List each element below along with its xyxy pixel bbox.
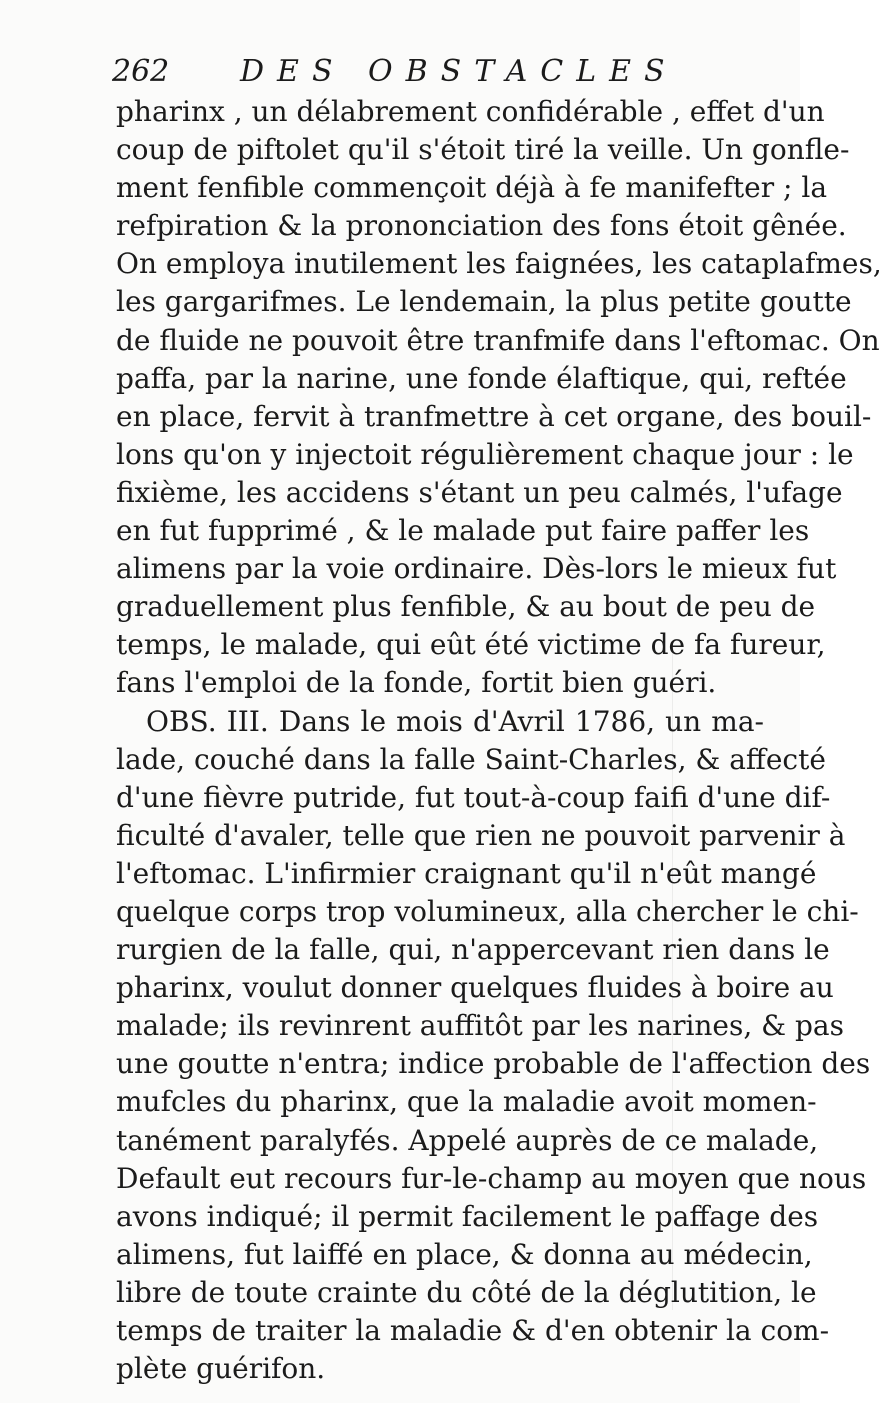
text-line: une goutte n'entra; indice probable de l'affection des (116, 1047, 871, 1081)
text-line: alimens par la voie ordinaire. Dès-lors le mieux fut (116, 552, 837, 586)
text-line: tanément paralyfés. Appelé auprès de ce malade, (116, 1123, 819, 1157)
text-line: mufcles du pharinx, que la maladie avoit momen- (116, 1085, 817, 1119)
text-line: Default eut recours fur-le-champ au moyen que nous (116, 1161, 867, 1195)
text-line: graduellement plus fenfible, & au bout de peu de (116, 590, 816, 624)
running-head: DES OBSTACLES (240, 54, 678, 89)
text-line: l'eftomac. L'infirmier craignant qu'il n'eût mangé (116, 856, 817, 890)
text-line: pharinx, voulut donner quelques fluides à boire au (116, 971, 834, 1005)
text-line: ment fenfible commençoit déjà à fe manifefter ; la (116, 171, 828, 205)
text-line: avons indiqué; il permit facilement le paffage des (116, 1199, 819, 1233)
text-line: refpiration & la prononciation des fons étoit gênée. (116, 209, 847, 243)
text-line: libre de toute crainte du côté de la déglutition, le (116, 1275, 817, 1309)
text-line: quelque corps trop volumineux, alla chercher le chi- (116, 894, 859, 928)
text-line: pharinx , un délabrement confidérable , effet d'un (116, 95, 825, 128)
body-text (116, 93, 882, 1388)
text-line: les gargarifmes. Le lendemain, la plus petite goutte (116, 285, 852, 319)
page-header (112, 52, 692, 92)
text-line: malade; ils revinrent auffitôt par les narines, & pas (116, 1009, 844, 1043)
text-line: d'une fièvre putride, fut tout-à-coup faifi d'une dif- (116, 780, 831, 814)
text-line: en place, fervit à tranfmettre à cet organe, des bouil- (116, 399, 872, 433)
text-line: On employa inutilement les faignées, les cataplafmes, (116, 247, 882, 281)
text-line: rurgien de la falle, qui, n'appercevant rien dans le (116, 933, 830, 967)
text-line: temps de traiter la maladie & d'en obtenir la com- (116, 1314, 830, 1347)
text-line: lons qu'on y injectoit régulièrement chaque jour : le (116, 437, 854, 471)
text-line: fans l'emploi de la fonde, fortit bien guéri. (116, 666, 717, 700)
text-line: temps, le malade, qui eût été victime de fa fureur, (116, 628, 826, 662)
text-line: paffa, par la narine, une fonde élaftique, qui, reftée (116, 361, 847, 395)
text-line: ficulté d'avaler, telle que rien ne pouvoit parvenir à (116, 818, 846, 852)
text-line: lade, couché dans la falle Saint-Charles, & affecté (116, 742, 826, 776)
text-line: fixième, les accidens s'étant un peu calmés, l'ufage (116, 475, 843, 509)
text-line: plète guérifon. (116, 1352, 326, 1386)
text-line: coup de piftolet qu'il s'étoit tiré la veille. Un gonfle- (116, 133, 850, 167)
text-line: en fut fupprimé , & le malade put faire paffer les (116, 514, 810, 548)
observation-heading-line: OBS. III. Dans le mois d'Avril 1786, un ma- (146, 704, 764, 738)
page-number: 262 (112, 54, 170, 89)
text-line: alimens, fut laiffé en place, & donna au médecin, (116, 1237, 813, 1271)
text-line: de fluide ne pouvoit être tranfmife dans l'eftomac. On (116, 323, 880, 357)
